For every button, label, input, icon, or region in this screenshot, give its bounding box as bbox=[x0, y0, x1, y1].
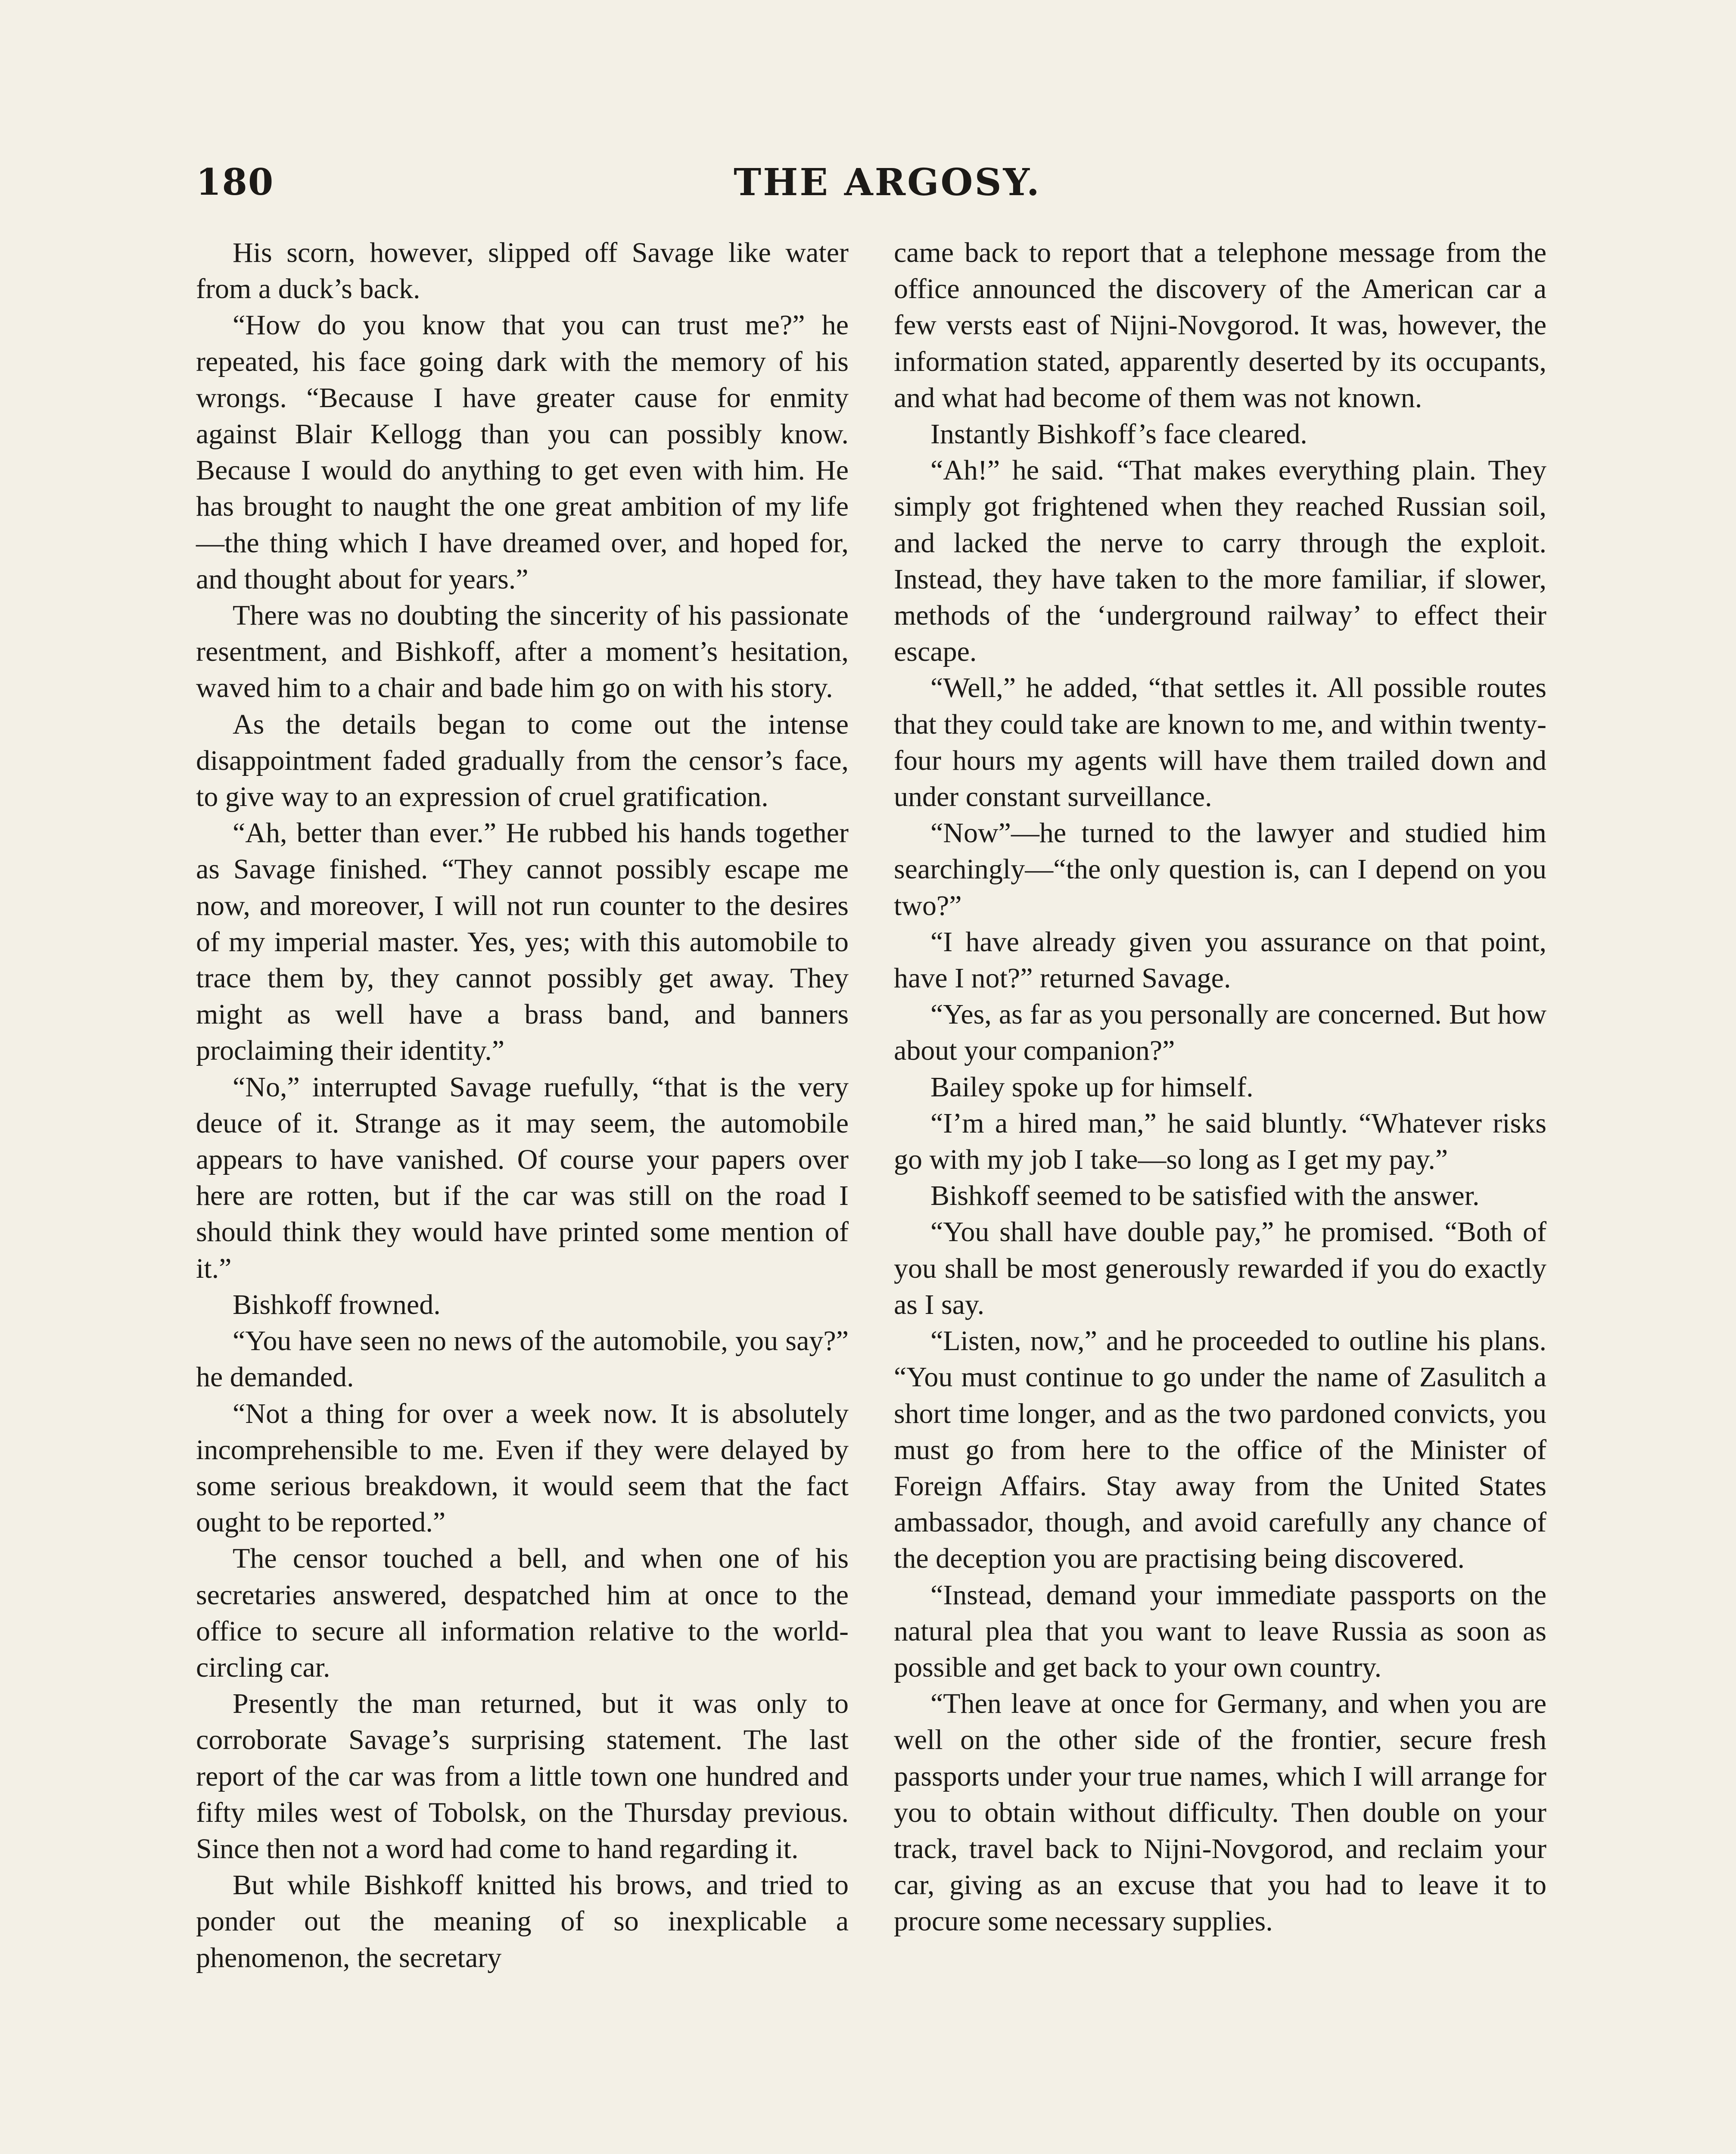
paragraph: “Not a thing for over a week now. It is absolutely incomprehensible to me. Even if they were delayed by some serious breakdown, it would seem that the fact ought to be reported.” bbox=[196, 1398, 849, 1538]
paragraph: “Ah!” he said. “That makes everything plain. They simply got frightened when they reached Russian soil, and lacked the nerve to carry through the exploit. Instead, they have taken to the more familiar, if slower, methods of the ‘underground railway’ to effect their escape. bbox=[894, 454, 1546, 668]
paragraph: “Well,” he added, “that settles it. All possible routes that they could take are known to me, and within twenty-four hours my agents will have them trailed down and under constant surveillance. bbox=[894, 672, 1546, 813]
paragraph: Bishkoff seemed to be satisfied with the answer. bbox=[930, 1180, 1480, 1212]
paragraph: “You have seen no news of the automobile, you say?” he demanded. bbox=[196, 1325, 849, 1393]
paragraph: His scorn, however, slipped off Savage like water from a duck’s back. bbox=[196, 237, 849, 305]
page-number: 180 bbox=[196, 161, 274, 203]
paragraph: came back to report that a telephone message from the office announced the discovery of the American car a few versts east of Nijni-Novgorod. It was, however, the information stated, apparently deserted by its occupants, and what had become of them was not known. bbox=[894, 237, 1546, 414]
paragraph: But while Bishkoff knitted his brows, and tried to ponder out the meaning of so inexplicable a phenomenon, the secretary bbox=[196, 1869, 849, 1973]
paragraph: “Yes, as far as you personally are concerned. But how about your companion?” bbox=[894, 999, 1546, 1067]
paragraph: “Listen, now,” and he proceeded to outline his plans. “You must continue to go under the name of Zasulitch a short time longer, and as the two pardoned convicts, you must go from here to the office of the Minister of Foreign Affairs. Stay away from the United States ambassador, though, and avoid carefully any chance of the deception you are practising being discovered. bbox=[894, 1325, 1546, 1575]
paragraph: Presently the man returned, but it was only to corroborate Savage’s surprising statement. The last report of the car was from a little town one hundred and fifty miles west of Tobolsk, on the Thursday previous. Since then not a word had come to hand regarding it. bbox=[196, 1688, 849, 1865]
paragraph: “I have already given you assurance on that point, have I not?” returned Savage. bbox=[894, 926, 1546, 994]
paragraph: Instantly Bishkoff’s face cleared. bbox=[930, 418, 1307, 450]
paragraph: “Ah, better than ever.” He rubbed his hands together as Savage finished. “They cannot possibly escape me now, and moreover, I will not run counter to the desires of my imperial master. Yes, yes; with this automobile to trace them by, they cannot possibly get away. They might as well have a brass band, and banners proclaiming their identity.” bbox=[196, 817, 849, 1067]
paragraph: Bailey spoke up for himself. bbox=[930, 1071, 1254, 1103]
paragraph: There was no doubting the sincerity of his passionate resentment, and Bishkoff, after a moment’s hesitation, waved him to a chair and bade him go on with his story. bbox=[196, 600, 849, 704]
paragraph: “Instead, demand your immediate passports on the natural plea that you want to leave Russia as soon as possible and get back to your own country. bbox=[894, 1579, 1546, 1683]
right-column bbox=[894, 235, 1546, 1940]
paragraph: “How do you know that you can trust me?” he repeated, his face going dark with the memory of his wrongs. “Because I have greater cause for enmity against Blair Kellogg than you can possibly know. Because I would do anything to get even with him. He has brought to naught the one great ambition of my life—the thing which I have dreamed over, and hoped for, and thought about for years.” bbox=[196, 309, 849, 595]
paragraph: “You shall have double pay,” he promised. “Both of you shall be most generously rewarded if you do exactly as I say. bbox=[894, 1216, 1546, 1320]
paragraph: As the details began to come out the intense disappointment faded gradually from the censor’s face, to give way to an expression of cruel gratification. bbox=[196, 708, 849, 813]
page-header bbox=[196, 153, 1579, 222]
running-title: THE ARGOSY. bbox=[734, 161, 1041, 204]
paragraph: “Then leave at once for Germany, and when you are well on the other side of the frontier, secure fresh passports under your true names, which I will arrange for you to obtain without difficulty. Then double on your track, travel back to Nijni-Novgorod, and reclaim your car, giving as an excuse that you had to leave it to procure some necessary supplies. bbox=[894, 1688, 1546, 1937]
paragraph: Bishkoff frowned. bbox=[233, 1289, 441, 1320]
paragraph: “Now”—he turned to the lawyer and studied him searchingly—“the only question is, can I depend on you two?” bbox=[894, 817, 1546, 921]
left-column bbox=[196, 235, 849, 1976]
paragraph: “I’m a hired man,” he said bluntly. “Whatever risks go with my job I take—so long as I get my pay.” bbox=[894, 1107, 1546, 1176]
paragraph: The censor touched a bell, and when one of his secretaries answered, despatched him at once to the office to secure all information relative to the world-circling car. bbox=[196, 1543, 849, 1683]
paragraph: “No,” interrupted Savage ruefully, “that is the very deuce of it. Strange as it may seem, the automobile appears to have vanished. Of course your papers over here are rotten, but if the car was still on the road I should think they would have printed some mention of it.” bbox=[196, 1071, 849, 1284]
